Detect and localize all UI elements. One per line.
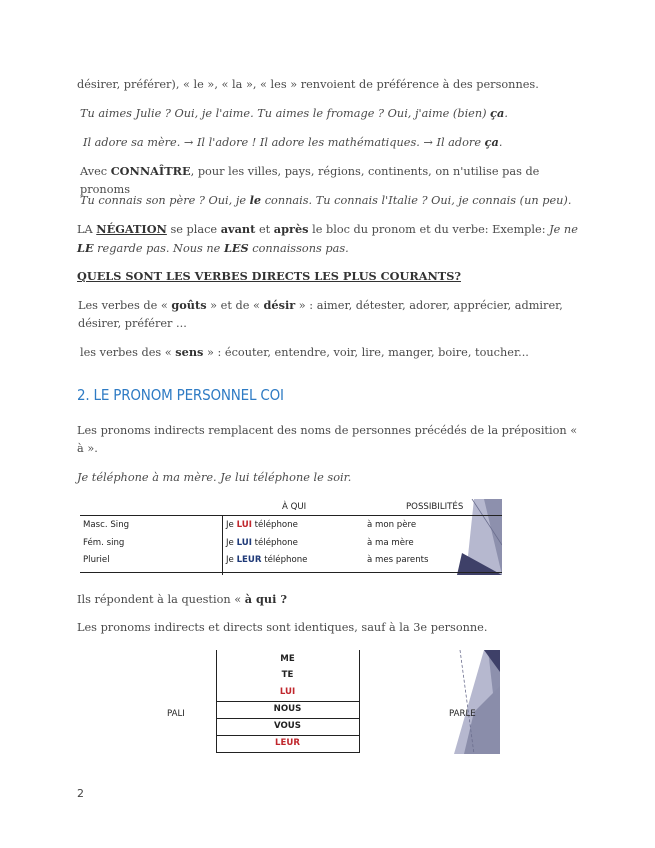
- row-sentence: Je LUI téléphone: [226, 538, 298, 548]
- coi-intro: Les pronoms indirects remplacent des noms de personnes précédés de la préposition « à ».: [77, 424, 578, 455]
- pronoun-leur: LEUR: [275, 738, 300, 748]
- page-number: 2: [77, 787, 84, 800]
- pronoun-vous: VOUS: [274, 721, 301, 731]
- pronoun-lui: LUI: [279, 687, 296, 697]
- gouts-verbs: Les verbes de « goûts » et de « désir » : aimer, détester, adorer, apprécier, admirer, désirer, préférer ...: [78, 298, 563, 330]
- section-title: 2. LE PRONOM PERSONNEL COI: [77, 386, 284, 404]
- sens-verbs: les verbes des « sens » : écouter, entendre, voir, lire, manger, boire, toucher...: [80, 345, 529, 359]
- left-label: PALI: [167, 709, 185, 719]
- intro-line: désirer, préférer), « le », « la », « les » renvoient de préférence à des personnes.: [77, 78, 539, 91]
- row-label: Fém. sing: [83, 538, 125, 548]
- row-possibility: à mon père: [367, 520, 417, 530]
- coi-example: Je téléphone à ma mère. Je lui téléphone le soir.: [77, 471, 352, 484]
- pronoun-te: TE: [281, 670, 294, 680]
- question-heading: QUELS SONT LES VERBES DIRECTS LES PLUS COURANTS?: [77, 269, 461, 283]
- row-possibility: à mes parents: [367, 555, 429, 565]
- pronoun-table: [216, 650, 500, 754]
- negation-rule: LA NÉGATION se place avant et après le bloc du pronom et du verbe: Exemple: Je ne LE regarde pas. Nous ne LES connaissons pas.: [77, 222, 578, 255]
- example-connaitre: Tu connais son père ? Oui, je le connais. Tu connais l'Italie ? Oui, je connais (un peu).: [80, 193, 572, 207]
- row-label: Masc. Sing: [83, 520, 130, 530]
- decorative-shapes: [454, 650, 500, 754]
- row-sentence: Je LEUR téléphone: [226, 555, 308, 565]
- identical-line: Les pronoms indirects et directs sont identiques, sauf à la 3e personne.: [77, 621, 488, 634]
- pronoun-nous: NOUS: [273, 704, 302, 714]
- right-label: PARLE: [449, 709, 476, 719]
- row-possibility: à ma mère: [367, 538, 414, 548]
- qui-line: Ils répondent à la question « à qui ?: [77, 592, 287, 606]
- col-header-possibilites: POSSIBILITÉS: [406, 502, 464, 512]
- row-sentence: Je LUI téléphone: [226, 520, 298, 530]
- example-adorer: Il adore sa mère. → Il l'adore ! Il adore les mathématiques. → Il adore ça.: [83, 135, 503, 149]
- pronoun-me: ME: [280, 654, 295, 664]
- example-aimer: Tu aimes Julie ? Oui, je l'aime. Tu aimes le fromage ? Oui, j'aime (bien) ça.: [80, 106, 508, 120]
- table-coi: [80, 499, 502, 575]
- col-header-a-qui: À QUI: [282, 502, 307, 512]
- connaitre-rule: Avec CONNAÎTRE, pour les villes, pays, régions, continents, on n'utilise pas de pronoms: [80, 164, 540, 196]
- row-label: Pluriel: [83, 555, 110, 565]
